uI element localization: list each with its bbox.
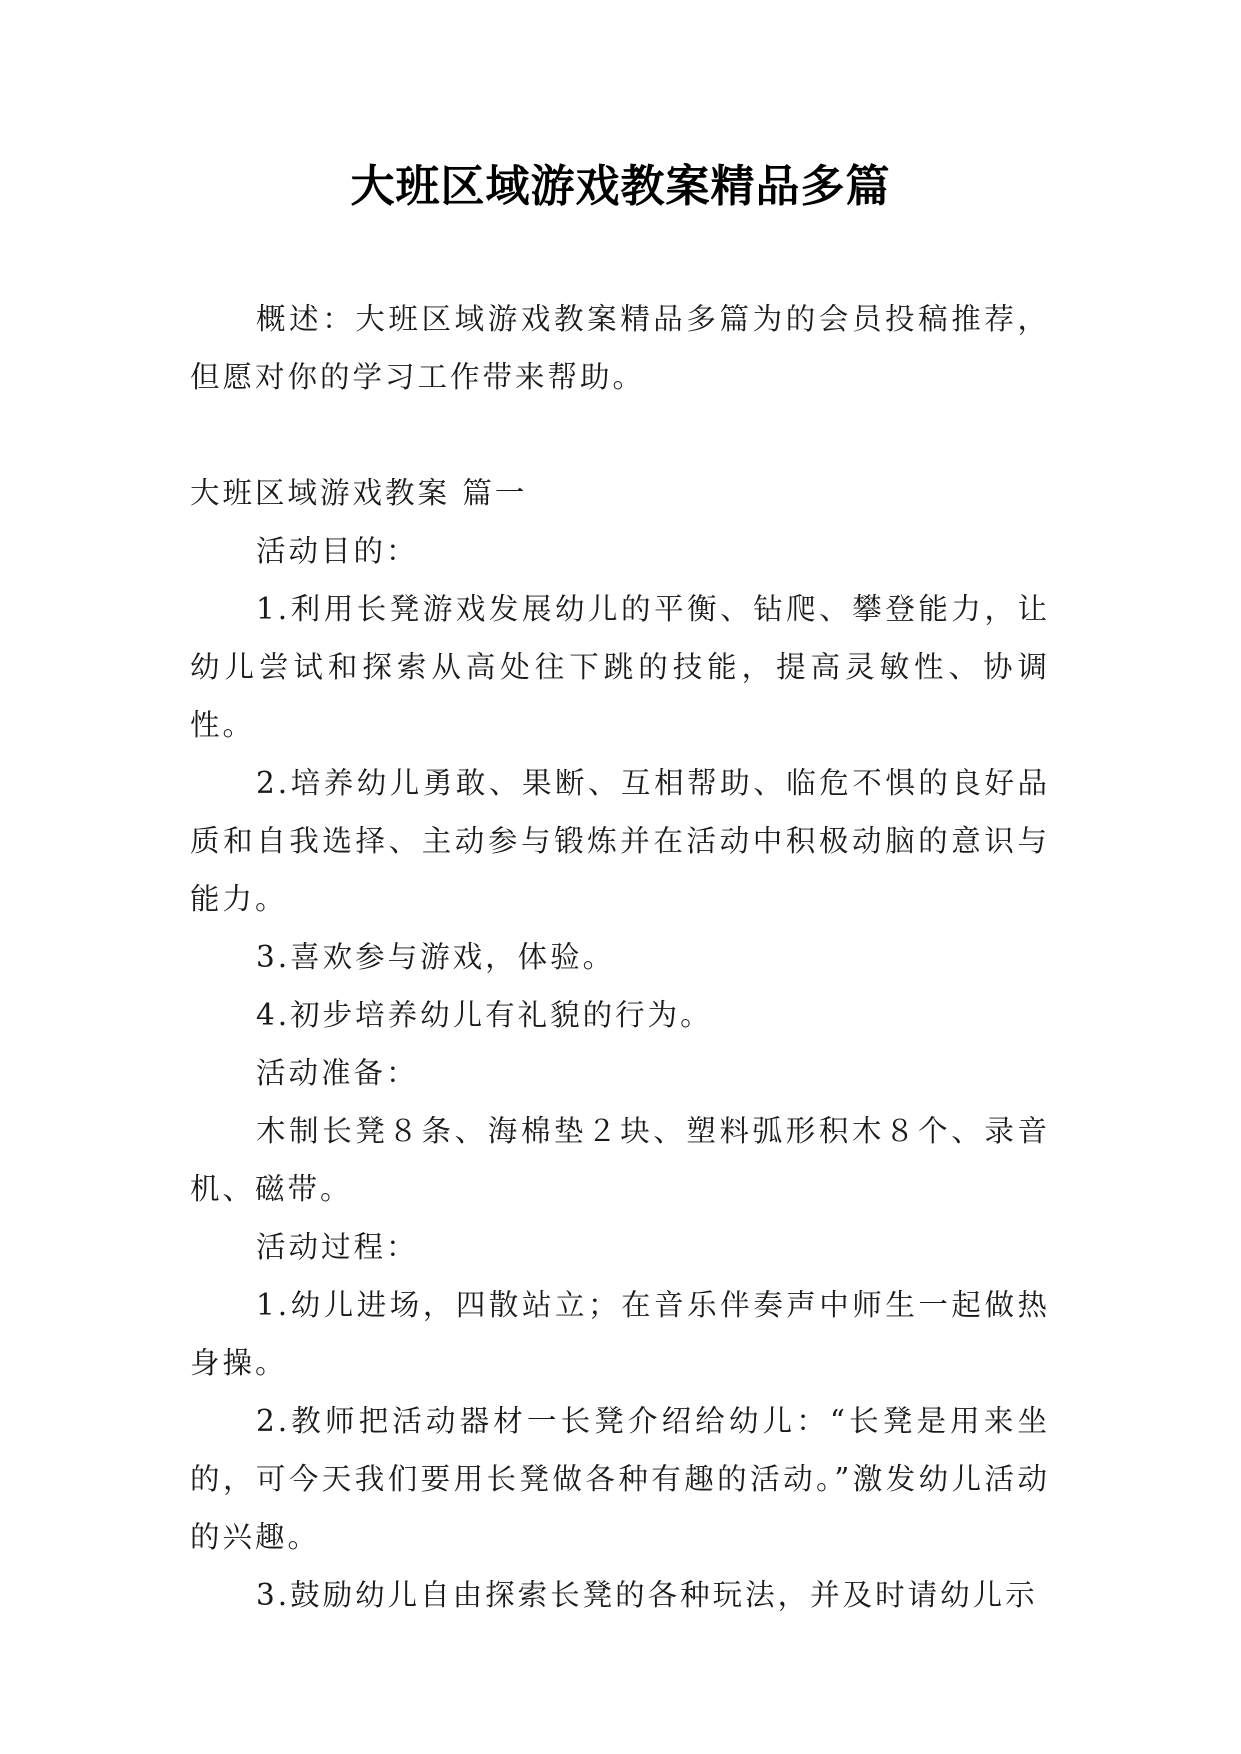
paragraph-activity-preparation: 活动准备： [256, 1056, 419, 1090]
paragraph-process-3: 3.鼓励幼儿自由探索长凳的各种玩法，并及时请幼儿示 [256, 1578, 1038, 1612]
section-heading: 大班区域游戏教案 篇一 [190, 476, 528, 510]
paragraph-goal-3: 3.喜欢参与游戏，体验。 [256, 940, 616, 974]
paragraph-materials: 木制长凳８条、海棉垫２块、塑料弧形积木８个、录音机、磁带。 [190, 1114, 1050, 1206]
document-body [190, 290, 1050, 1624]
document-title: 大班区域游戏教案精品多篇 [350, 161, 891, 212]
paragraph-activity-process: 活动过程： [256, 1230, 419, 1264]
summary-paragraph: 概述：大班区域游戏教案精品多篇为的会员投稿推荐，但愿对你的学习工作带来帮助。 [190, 302, 1050, 394]
paragraph-process-1: 1.幼儿进场，四散站立；在音乐伴奏声中师生一起做热身操。 [190, 1288, 1050, 1380]
paragraph-activity-goal: 活动目的： [256, 534, 419, 568]
paragraph-goal-2: 2.培养幼儿勇敢、果断、互相帮助、临危不惧的良好品质和自我选择、主动参与锻炼并在活动中积极动脑的意识与能力。 [190, 766, 1050, 916]
paragraph-goal-4: 4.初步培养幼儿有礼貌的行为。 [256, 998, 713, 1032]
paragraph-goal-1: 1.利用长凳游戏发展幼儿的平衡、钻爬、攀登能力，让幼儿尝试和探索从高处往下跳的技能，提高灵敏性、协调性。 [190, 592, 1050, 742]
paragraph-process-2: 2.教师把活动器材一长凳介绍给幼儿：“长凳是用来坐的，可今天我们要用长凳做各种有趣的活动。”激发幼儿活动的兴趣。 [190, 1404, 1050, 1554]
